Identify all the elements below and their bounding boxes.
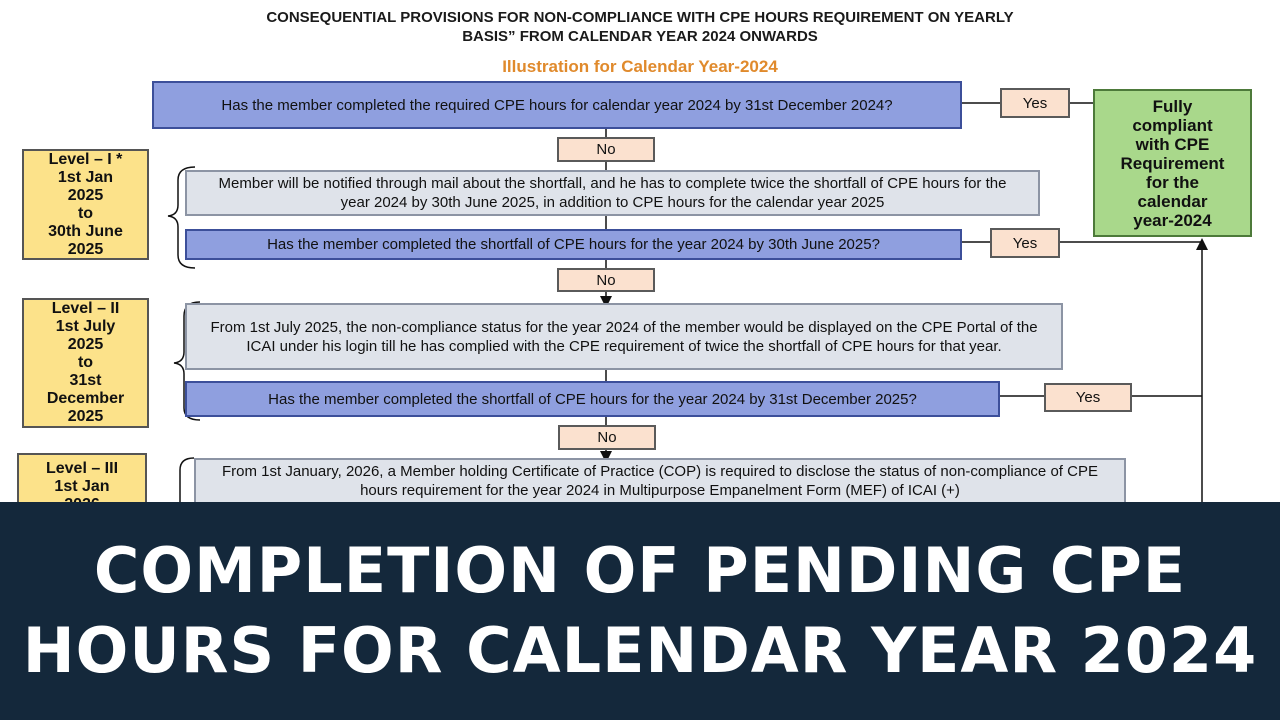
level-2-box [22, 298, 149, 428]
level-3-label: Level – III 1st Jan [45, 460, 119, 495]
title-banner [0, 502, 1280, 720]
info-text-level-2: From 1st July 2025, the non-compliance status for the year 2024 of the member would be displayed on the CPE Portal of the ICAI under his login till he has complied with the CPE requirement of twice the shortfall of CPE hours for that year. [210, 318, 1038, 355]
answer-no-level-2 [558, 425, 656, 450]
info-text-level-1: Member will be notified through mail about the shortfall, and he has to complete twice the shortfall of CPE hours for the year 2024 by 30th June 2025, in addition to CPE hours for the calendar year 2025 [218, 175, 1007, 211]
header-title-line1: CONSEQUENTIAL PROVISIONS FOR NON-COMPLIANCE WITH CPE HOURS REQUIREMENT ON YEARLY [266, 9, 1014, 26]
header-title-line2: BASIS” FROM CALENDAR YEAR 2024 ONWARDS [462, 28, 818, 45]
question-box-level-1 [185, 229, 962, 260]
level-1-box [22, 149, 149, 260]
compliant-box [1093, 89, 1252, 237]
level-1-label: Level – I * 1st Jan 2025 to 30th June 2025 [48, 150, 123, 258]
info-box-level-2 [185, 303, 1063, 370]
answer-no-q1-label: No [596, 141, 616, 158]
brace-level3 [180, 458, 194, 502]
answer-yes-level-1 [990, 228, 1060, 258]
diagram-header [140, 8, 1140, 46]
banner-line-1: COMPLETION OF PENDING CPE [93, 534, 1187, 607]
question-text-level-1: Has the member completed the shortfall of CPE hours for the year 2024 by 30th June 2025? [267, 236, 880, 253]
answer-yes-level-2-label: Yes [1075, 389, 1101, 406]
answer-no-q1 [557, 137, 655, 162]
diagram-subtitle: Illustration for Calendar Year-2024 [502, 57, 778, 76]
question-text-level-2: Has the member completed the shortfall of CPE hours for the year 2024 by 31st December 2025? [268, 390, 917, 408]
question-box-2024 [152, 81, 962, 129]
answer-no-level-1 [557, 268, 655, 292]
answer-yes-level-2 [1044, 383, 1132, 412]
question-box-level-2 [185, 381, 1000, 417]
info-text-level-3: From 1st January, 2026, a Member holding Certificate of Practice (COP) is required to disclose the status of non-compliance of CPE hours requirement for the year 2024 in Multipurpose Empanelment Form (MEF) of ICAI (+) [222, 463, 1098, 499]
compliant-box-text: Fully compliant with CPE Requirement for the calendar year-2024 [1120, 96, 1225, 230]
answer-no-level-1-label: No [596, 271, 616, 289]
answer-yes-level-1-label: Yes [1012, 234, 1038, 252]
answer-no-level-2-label: No [597, 429, 617, 446]
answer-yes-q1-label: Yes [1022, 94, 1048, 112]
answer-yes-q1 [1000, 88, 1070, 118]
info-box-level-3 [194, 458, 1126, 504]
banner-line-2: HOURS FOR CALENDAR YEAR 2024 [22, 614, 1258, 687]
question-text-2024: Has the member completed the required CPE hours for calendar year 2024 by 31st December 2024? [221, 96, 893, 114]
level-2-label: Level – II 1st July 2025 to 31st December 2025 [46, 300, 125, 425]
info-box-level-1 [185, 170, 1040, 216]
